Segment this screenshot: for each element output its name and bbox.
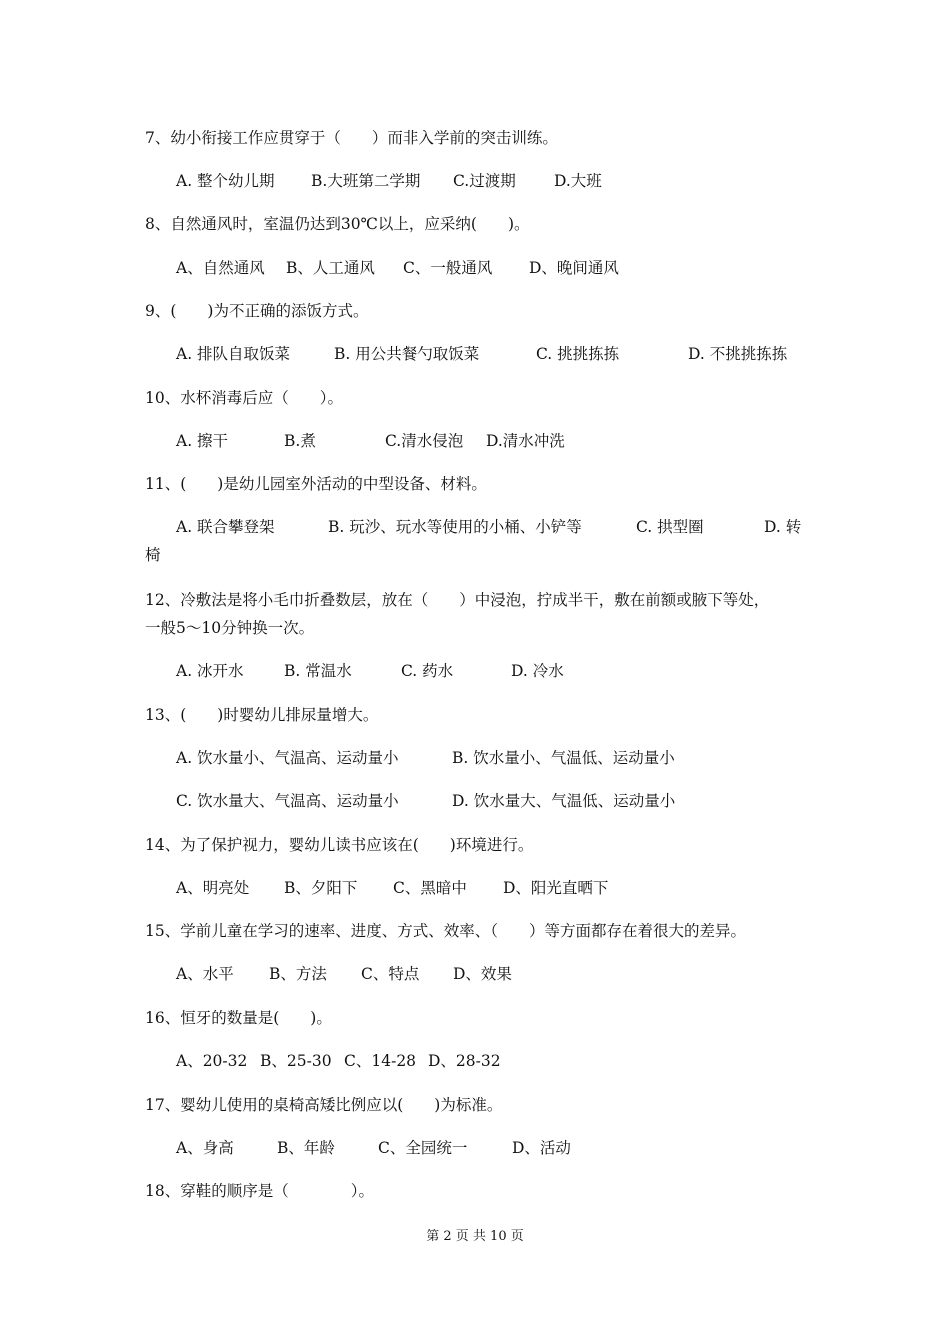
option-wrap-text: 椅 — [145, 546, 161, 564]
option: A、20-32 — [176, 1052, 248, 1070]
option: B、方法 — [269, 965, 327, 983]
option: A、自然通风 — [176, 259, 265, 277]
option: C. 药水 — [401, 662, 454, 680]
option: A. 擦干 — [176, 432, 229, 450]
option: C. 饮水量大、气温高、运动量小 — [176, 792, 399, 810]
option: C、14-28 — [344, 1052, 417, 1070]
question-stem: 16、恒牙的数量是( )。 — [145, 1009, 332, 1027]
option: C、全园统一 — [378, 1139, 468, 1157]
question-stem: 14、为了保护视力，婴幼儿读书应该在( )环境进行。 — [145, 836, 534, 854]
option: C、特点 — [361, 965, 420, 983]
option: B. 饮水量小、气温低、运动量小 — [452, 749, 675, 767]
option: B.煮 — [284, 432, 316, 450]
question-stem-continued: 一般5～10分钟换一次。 — [145, 619, 315, 637]
option: C、黑暗中 — [393, 879, 467, 897]
question-options — [176, 431, 856, 451]
option: B. 玩沙、玩水等使用的小桶、小铲等 — [328, 518, 582, 536]
question-stem: 7、幼小衔接工作应贯穿于（ ）而非入学前的突击训练。 — [145, 129, 558, 147]
option: A、明亮处 — [176, 879, 250, 897]
question-stem: 13、( )时婴幼儿排尿量增大。 — [145, 706, 379, 724]
question-stem: 12、冷敷法是将小毛巾折叠数层，放在（ ）中浸泡，拧成半干，敷在前额或腋下等处， — [145, 591, 770, 609]
option: D、阳光直晒下 — [503, 879, 609, 897]
option: B、人工通风 — [286, 259, 375, 277]
question-options — [176, 878, 856, 898]
option: B. 用公共餐勺取饭菜 — [334, 345, 480, 363]
question-options — [176, 1051, 856, 1071]
question-options — [176, 344, 856, 364]
option: A. 冰开水 — [176, 662, 244, 680]
page-footer: 第 2 页 共 10 页 — [426, 1229, 524, 1244]
option: D.清水冲洗 — [486, 432, 565, 450]
option: D. 冷水 — [511, 662, 564, 680]
option: B、夕阳下 — [284, 879, 358, 897]
question-options — [176, 964, 856, 984]
option: A. 整个幼儿期 — [176, 172, 275, 190]
question-options — [176, 748, 856, 768]
option: D.大班 — [554, 172, 602, 190]
question-stem: 17、婴幼儿使用的桌椅高矮比例应以( )为标准。 — [145, 1096, 503, 1114]
option: D、28-32 — [428, 1052, 501, 1070]
option: B、25-30 — [260, 1052, 332, 1070]
option: A、水平 — [176, 965, 234, 983]
option: A. 排队自取饭菜 — [176, 345, 291, 363]
option: D. 不挑挑拣拣 — [688, 345, 788, 363]
option: A、身高 — [176, 1139, 234, 1157]
question-stem: 8、自然通风时，室温仍达到30℃以上，应采纳( )。 — [145, 215, 530, 233]
option: B.大班第二学期 — [311, 172, 421, 190]
option: A. 饮水量小、气温高、运动量小 — [176, 749, 399, 767]
question-stem: 9、( )为不正确的添饭方式。 — [145, 302, 369, 320]
option: B、年龄 — [277, 1139, 335, 1157]
question-options — [176, 791, 856, 811]
question-stem: 15、学前儿童在学习的速率、进度、方式、效率、（ ）等方面都存在着很大的差异。 — [145, 922, 746, 940]
option: C、一般通风 — [403, 259, 493, 277]
option: D、效果 — [453, 965, 512, 983]
option: D、晚间通风 — [529, 259, 619, 277]
question-stem: 11、( )是幼儿园室外活动的中型设备、材料。 — [145, 475, 487, 493]
question-options — [176, 661, 856, 681]
option: C.过渡期 — [453, 172, 516, 190]
option: C. 拱型圈 — [636, 518, 704, 536]
option: C. 挑挑拣拣 — [536, 345, 620, 363]
question-options — [176, 171, 856, 191]
option: B. 常温水 — [284, 662, 352, 680]
question-options — [176, 258, 856, 278]
option: A. 联合攀登架 — [176, 518, 275, 536]
option: D、活动 — [512, 1139, 571, 1157]
question-options — [176, 1138, 856, 1158]
question-options — [176, 517, 856, 537]
question-stem: 18、穿鞋的顺序是（ ）。 — [145, 1182, 374, 1200]
option: C.清水侵泡 — [385, 432, 464, 450]
option: D. 饮水量大、气温低、运动量小 — [452, 792, 676, 810]
option: D. 转 — [764, 518, 802, 536]
question-stem: 10、水杯消毒后应（ ）。 — [145, 389, 343, 407]
